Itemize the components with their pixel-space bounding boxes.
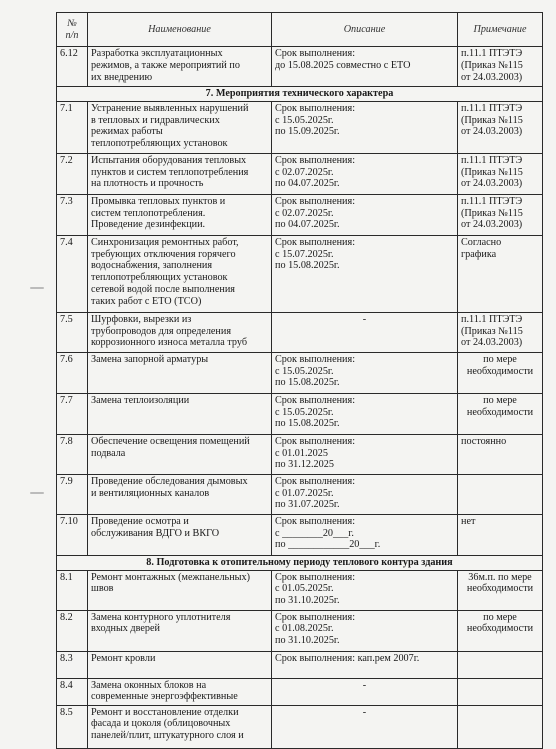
header-num xyxy=(57,13,88,47)
item-name xyxy=(88,194,272,235)
item-name xyxy=(88,47,272,87)
item-name-line: трубопроводов для определения xyxy=(91,325,232,337)
table-row xyxy=(57,101,543,153)
header-description: Описание xyxy=(272,13,458,47)
item-name-line: входных дверей xyxy=(91,623,160,635)
section-row xyxy=(57,555,543,570)
item-description-line: по 04.07.2025г. xyxy=(275,178,340,190)
item-note xyxy=(458,474,543,514)
row-number: 7.10 xyxy=(57,514,88,555)
item-name-line: Проведение дезинфекции. xyxy=(91,219,206,231)
item-description-line: Срок выполнения: xyxy=(275,48,356,59)
item-note-line: нет xyxy=(461,515,476,527)
table-row xyxy=(57,393,543,434)
item-name-line: подвала xyxy=(91,447,126,459)
item-name-line: их внедрению xyxy=(91,71,153,83)
item-description-line: по 31.12.2025 xyxy=(275,459,334,471)
table-row xyxy=(57,153,543,194)
table-row xyxy=(57,514,543,555)
row-number: 7.5 xyxy=(57,312,88,352)
item-description-line: по 15.08.2025г. xyxy=(275,418,340,430)
item-note xyxy=(458,393,543,434)
item-note-line: от 24.03.2003) xyxy=(461,337,523,349)
item-name xyxy=(88,678,272,705)
item-description xyxy=(272,678,458,705)
item-note-line: необходимости xyxy=(466,583,534,595)
item-description-line: Срок выполнения: xyxy=(275,394,356,406)
row-number: 8.5 xyxy=(57,705,88,748)
header-name: Наименование xyxy=(88,13,272,47)
header-num-line: № xyxy=(67,17,77,29)
measures-table xyxy=(56,12,543,749)
item-name-line: и вентиляционных каналов xyxy=(91,487,210,499)
item-name xyxy=(88,610,272,651)
section-title: 7. Мероприятия технического характера xyxy=(57,87,543,102)
item-note-line: по мере xyxy=(483,394,517,406)
item-note-line: (Приказ №115 xyxy=(461,114,523,126)
item-description xyxy=(272,101,458,153)
item-note xyxy=(458,235,543,312)
row-number: 7.2 xyxy=(57,153,88,194)
item-description xyxy=(272,153,458,194)
item-note xyxy=(458,434,543,474)
item-description-line: по ____________20___г. xyxy=(275,539,381,551)
table-body xyxy=(57,47,543,749)
row-number: 7.9 xyxy=(57,474,88,514)
item-description xyxy=(272,393,458,434)
item-name-line: сетевой водой после выполнения xyxy=(91,283,235,295)
table-row xyxy=(57,705,543,748)
item-description-line: с 01.08.2025г. xyxy=(275,623,334,635)
item-description xyxy=(272,610,458,651)
item-name xyxy=(88,312,272,352)
item-name-line: систем теплопотребления. xyxy=(91,207,206,219)
item-description xyxy=(272,434,458,474)
item-name-line: режимах работы xyxy=(91,126,163,138)
item-description-line: Срок выполнения: xyxy=(275,475,356,487)
item-note-line: п.11.1 ПТЭТЭ xyxy=(461,102,523,114)
item-name xyxy=(88,235,272,312)
item-note-line: по мере xyxy=(483,353,517,365)
item-name-line: Замена теплоизоляции xyxy=(91,394,190,406)
row-number: 7.8 xyxy=(57,434,88,474)
row-number: 8.1 xyxy=(57,570,88,610)
item-name-line: теплопотребляющих установок xyxy=(91,138,228,150)
item-description-line: Срок выполнения: xyxy=(275,435,356,447)
item-description-line: по 04.07.2025г. xyxy=(275,219,340,231)
header-note: Примечание xyxy=(458,13,543,47)
item-description xyxy=(272,194,458,235)
item-note xyxy=(458,153,543,194)
item-name-line: пунктов и систем теплопотребления xyxy=(91,166,249,178)
header-num-line: п/п xyxy=(65,29,79,41)
item-note xyxy=(458,610,543,651)
scan-mark xyxy=(30,287,44,289)
item-note-line: 36м.п. по мере xyxy=(468,571,532,583)
item-description xyxy=(272,235,458,312)
item-note-line: необходимости xyxy=(466,406,534,418)
table-row xyxy=(57,352,543,393)
item-name xyxy=(88,101,272,153)
item-note-line: п.11.1 ПТЭТЭ xyxy=(461,313,523,325)
item-description-line: по 15.08.2025г. xyxy=(275,260,340,272)
item-name-line: панелей/плит, штукатурного слоя и xyxy=(91,730,244,742)
item-description xyxy=(272,705,458,748)
section-title: 8. Подготовка к отопительному периоду теплового контура здания xyxy=(57,555,543,570)
row-number: 7.4 xyxy=(57,235,88,312)
item-name-line: Синхронизация ремонтных работ, xyxy=(91,236,239,248)
item-description-line: до 15.08.2025 совместно с ЕТО xyxy=(275,59,411,71)
item-description-line: по 31.10.2025г. xyxy=(275,635,340,647)
item-description-line: - xyxy=(362,313,367,325)
item-description-line: с ________20___г. xyxy=(275,527,354,539)
item-name-line: Шурфовки, вырезки из xyxy=(91,313,192,325)
item-description-line: - xyxy=(362,679,367,691)
item-description-line: по 31.07.2025г. xyxy=(275,499,340,511)
item-description-line: с 01.01.2025 xyxy=(275,447,328,459)
item-name-line: Устранение выявленных нарушений xyxy=(91,102,249,114)
row-number: 7.1 xyxy=(57,101,88,153)
row-number: 8.2 xyxy=(57,610,88,651)
table-row xyxy=(57,434,543,474)
item-name xyxy=(88,153,272,194)
item-note-line: от 24.03.2003) xyxy=(461,126,523,138)
item-description-line: Срок выполнения: xyxy=(275,353,356,365)
item-note xyxy=(458,194,543,235)
item-name-line: таких работ с ЕТО (ТСО) xyxy=(91,295,202,307)
header-row xyxy=(57,13,543,47)
item-description xyxy=(272,474,458,514)
table-row xyxy=(57,678,543,705)
item-name-line: Промывка тепловых пунктов и xyxy=(91,195,226,207)
item-description-line: с 02.07.2025г. xyxy=(275,166,334,178)
item-description-line: по 15.09.2025г. xyxy=(275,126,340,138)
item-name xyxy=(88,474,272,514)
item-name-line: Разработка эксплуатационных xyxy=(91,48,223,59)
item-name-line: требующих отключения горячего xyxy=(91,248,236,260)
item-description-line: Срок выполнения: xyxy=(275,236,356,248)
table-row xyxy=(57,474,543,514)
item-note xyxy=(458,651,543,678)
table-row xyxy=(57,570,543,610)
item-name xyxy=(88,651,272,678)
item-description-line: по 15.08.2025г. xyxy=(275,377,340,389)
item-note-line: (Приказ №115 xyxy=(461,59,523,71)
item-note xyxy=(458,47,543,87)
item-description-line: с 15.05.2025г. xyxy=(275,406,334,418)
table-row xyxy=(57,610,543,651)
item-description-line: Срок выполнения: xyxy=(275,571,356,583)
item-description xyxy=(272,47,458,87)
item-description xyxy=(272,570,458,610)
table-row xyxy=(57,312,543,352)
item-description-line: Срок выполнения: xyxy=(275,195,356,207)
item-description-line: Срок выполнения: xyxy=(275,102,356,114)
item-name-line: Проведение обследования дымовых xyxy=(91,475,248,487)
item-note xyxy=(458,570,543,610)
row-number: 6.12 xyxy=(57,47,88,87)
item-description xyxy=(272,312,458,352)
item-description xyxy=(272,514,458,555)
item-name-line: в тепловых и гидравлических xyxy=(91,114,220,126)
item-note-line: необходимости xyxy=(466,365,534,377)
item-name-line: Проведение осмотра и xyxy=(91,515,189,527)
item-name-line: теплопотребляющих установок xyxy=(91,272,228,284)
item-note-line: необходимости xyxy=(466,623,534,635)
item-name xyxy=(88,352,272,393)
item-name xyxy=(88,570,272,610)
row-number: 7.6 xyxy=(57,352,88,393)
item-name xyxy=(88,434,272,474)
section-row xyxy=(57,87,543,102)
item-description-line: с 01.07.2025г. xyxy=(275,487,334,499)
item-note xyxy=(458,352,543,393)
item-note-line: (Приказ №115 xyxy=(461,166,523,178)
item-description xyxy=(272,352,458,393)
item-note xyxy=(458,705,543,748)
item-name-line: Обеспечение освещения помещений xyxy=(91,435,250,447)
row-number: 7.7 xyxy=(57,393,88,434)
table-row xyxy=(57,235,543,312)
item-description-line: с 15.07.2025г. xyxy=(275,248,334,260)
item-name-line: Замена запорной арматуры xyxy=(91,353,209,365)
item-description-line: с 15.05.2025г. xyxy=(275,114,334,126)
item-name-line: Ремонт монтажных (межпанельных) xyxy=(91,571,250,583)
item-name-line: Замена контурного уплотнителя xyxy=(91,611,231,623)
row-number: 8.3 xyxy=(57,651,88,678)
item-note-line: (Приказ №115 xyxy=(461,325,523,337)
item-description-line: Срок выполнения: xyxy=(275,515,356,527)
item-note xyxy=(458,678,543,705)
row-number: 7.3 xyxy=(57,194,88,235)
item-note-line: постоянно xyxy=(461,435,507,447)
item-name-line: современные энергоэффективные xyxy=(91,691,238,703)
scan-mark xyxy=(30,492,44,494)
row-number: 8.4 xyxy=(57,678,88,705)
item-name xyxy=(88,393,272,434)
item-name-line: обслуживания ВДГО и ВКГО xyxy=(91,527,220,539)
item-note xyxy=(458,101,543,153)
item-name-line: на плотность и прочность xyxy=(91,178,204,190)
item-note-line: от 24.03.2003) xyxy=(461,178,523,190)
item-name-line: Ремонт кровли xyxy=(91,652,156,664)
item-name-line: Ремонт и восстановление отделки xyxy=(91,706,239,718)
item-description-line: Срок выполнения: кап.рем 2007г. xyxy=(275,652,420,664)
item-description-line: с 02.07.2025г. xyxy=(275,207,334,219)
item-description-line: с 15.05.2025г. xyxy=(275,365,334,377)
item-name xyxy=(88,514,272,555)
item-note xyxy=(458,514,543,555)
item-name-line: водоснабжения, заполнения xyxy=(91,260,213,272)
item-name-line: Замена оконных блоков на xyxy=(91,679,207,691)
item-note-line: по мере xyxy=(483,611,517,623)
item-name-line: коррозионного износа металла труб xyxy=(91,337,248,349)
item-note-line: от 24.03.2003) xyxy=(461,219,523,231)
item-note-line: Согласно xyxy=(461,236,502,248)
table-row xyxy=(57,651,543,678)
item-name-line: швов xyxy=(91,583,114,595)
item-description-line: Срок выполнения: xyxy=(275,611,356,623)
item-description xyxy=(272,651,458,678)
item-note-line: п.11.1 ПТЭТЭ xyxy=(461,48,523,59)
item-note-line: от 24.03.2003) xyxy=(461,71,523,83)
item-name-line: режимов, а также мероприятий по xyxy=(91,59,240,71)
table-row xyxy=(57,47,543,87)
item-name xyxy=(88,705,272,748)
item-note-line: (Приказ №115 xyxy=(461,207,523,219)
item-description-line: по 31.10.2025г. xyxy=(275,595,340,607)
item-note-line: графика xyxy=(461,248,497,260)
table-row xyxy=(57,194,543,235)
item-description-line: Срок выполнения: xyxy=(275,154,356,166)
item-note-line: п.11.1 ПТЭТЭ xyxy=(461,195,523,207)
item-name-line: Испытания оборудования тепловых xyxy=(91,154,247,166)
item-description-line: с 01.05.2025г. xyxy=(275,583,334,595)
item-note-line: п.11.1 ПТЭТЭ xyxy=(461,154,523,166)
item-description-line: - xyxy=(362,706,367,718)
item-note xyxy=(458,312,543,352)
item-name-line: фасада и цоколя (облицовочных xyxy=(91,718,231,730)
